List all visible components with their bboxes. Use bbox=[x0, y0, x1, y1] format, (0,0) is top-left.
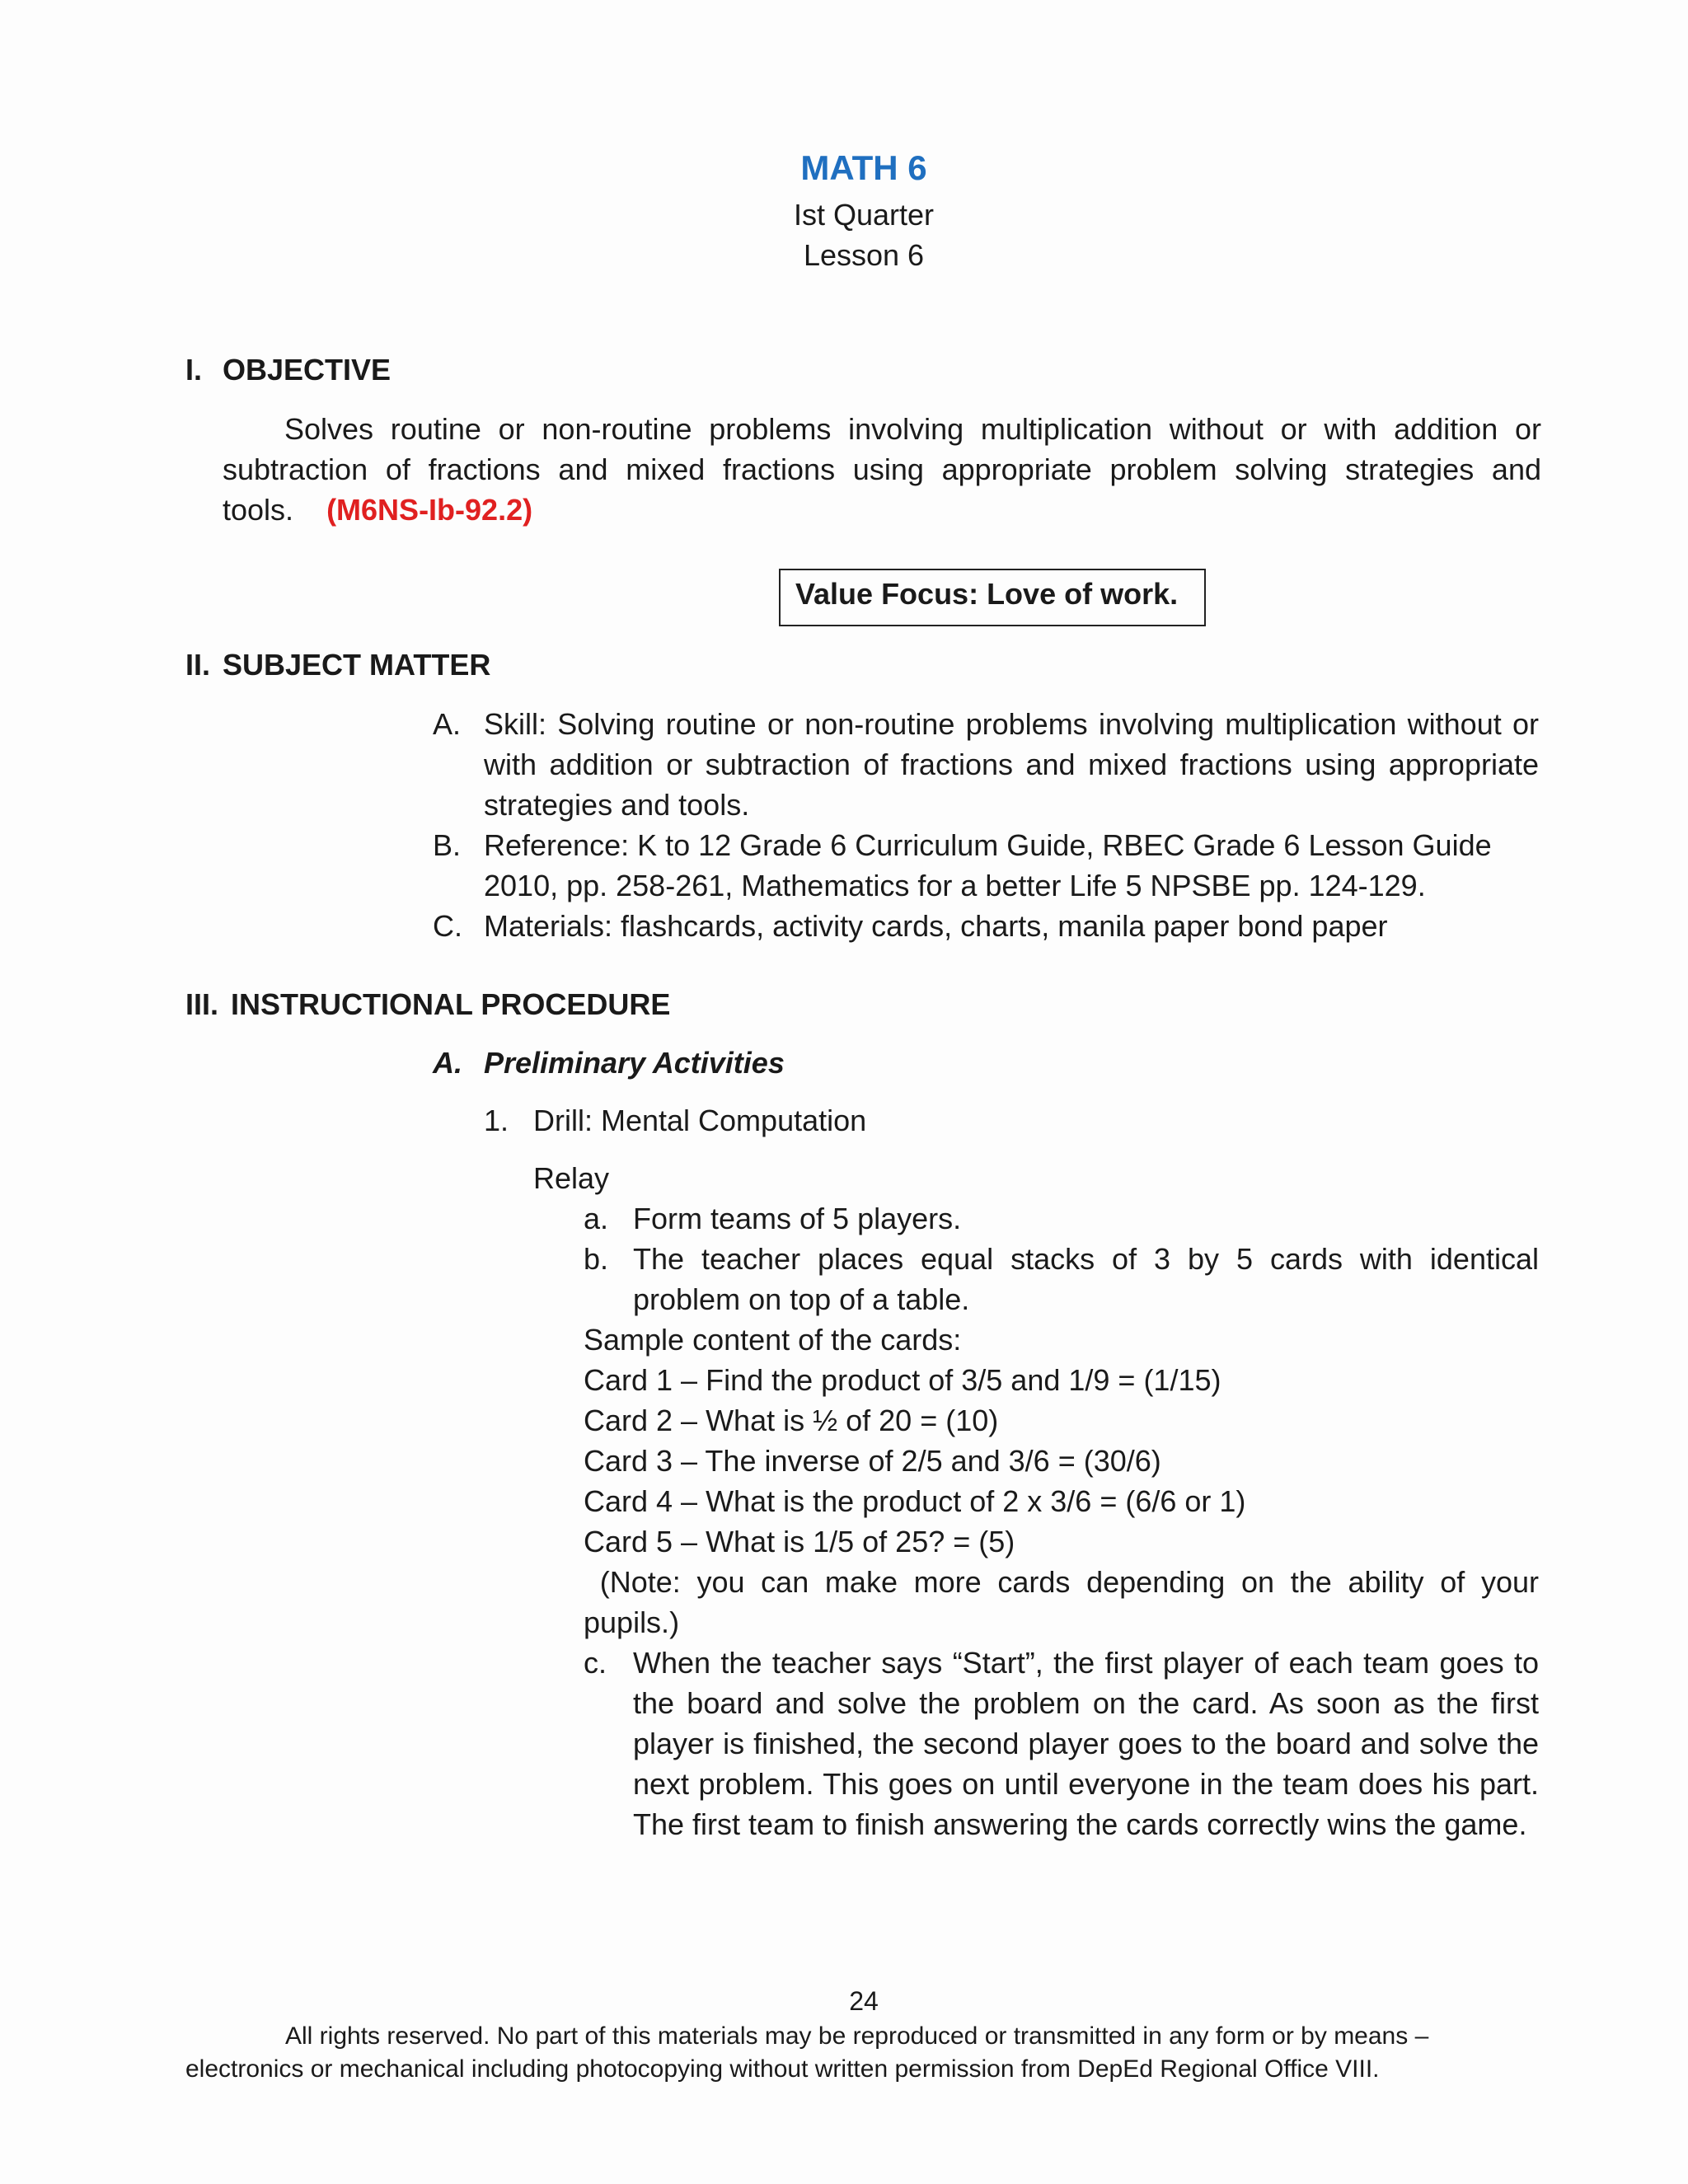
step-a-label: a. bbox=[584, 1202, 609, 1235]
quarter-label: Ist Quarter bbox=[793, 198, 935, 232]
step-b-label: b. bbox=[584, 1242, 609, 1276]
step-c-text: When the teacher says “Start”, the first player of each team goes to the board and solve the problem on the card. As soon as the first player is finished, the second player goes to the board and solve the next problem. This goes on until everyone in the team does his part. The first team to finish answering the cards correctly wins the game. bbox=[633, 1646, 1539, 1841]
objective-heading: OBJECTIVE bbox=[223, 353, 392, 387]
card-1: Card 1 – Find the product of 3/5 and 1/9 = (1/15) bbox=[584, 1363, 1221, 1397]
skill-label: A. bbox=[433, 707, 462, 741]
procedure-number: III. bbox=[185, 987, 219, 1021]
value-focus-text: Value Focus: Love of work. bbox=[795, 577, 1179, 611]
value-focus-box bbox=[779, 569, 1206, 626]
sample-intro: Sample content of the cards: bbox=[584, 1323, 962, 1357]
objective-number: I. bbox=[185, 353, 203, 387]
preliminary-label: A. bbox=[433, 1046, 462, 1080]
skill-text: Skill: Solving routine or non-routine problems involving multiplication without or with addition or subtraction of fractions and mixed fractions using appropriate strategies and tools. bbox=[484, 707, 1539, 822]
procedure-heading: INSTRUCTIONAL PROCEDURE bbox=[231, 987, 671, 1021]
competency-code: (M6NS-Ib-92.2) bbox=[326, 493, 533, 527]
step-a-text: Form teams of 5 players. bbox=[633, 1202, 962, 1235]
card-5: Card 5 – What is 1/5 of 25? = (5) bbox=[584, 1525, 1015, 1558]
lesson-label: Lesson 6 bbox=[803, 238, 925, 272]
materials-text: Materials: flashcards, activity cards, charts, manila paper bond paper bbox=[484, 909, 1388, 943]
drill-number: 1. bbox=[484, 1104, 509, 1137]
subject-matter-number: II. bbox=[185, 648, 211, 682]
drill-text: Drill: Mental Computation bbox=[533, 1104, 867, 1137]
card-3: Card 3 – The inverse of 2/5 and 3/6 = (30/6) bbox=[584, 1444, 1161, 1478]
objective-text bbox=[223, 409, 1541, 530]
note-text: (Note: you can make more cards depending on the ability of your pupils.) bbox=[584, 1565, 1547, 1639]
step-c-label: c. bbox=[584, 1646, 607, 1680]
footer-line-2: electronics or mechanical including photocopying without written permission from DepEd Regional Office VIII. bbox=[185, 2055, 1380, 2083]
relay-label: Relay bbox=[533, 1161, 610, 1195]
footer-line-1: All rights reserved. No part of this materials may be reproduced or transmitted in any form or by means – bbox=[285, 2022, 1429, 2050]
reference-text: Reference: K to 12 Grade 6 Curriculum Guide, RBEC Grade 6 Lesson Guide 2010, pp. 258-261, Mathematics for a better Life 5 NPSBE pp. 124-129. bbox=[484, 828, 1492, 902]
reference-label: B. bbox=[433, 828, 462, 862]
step-b-text: The teacher places equal stacks of 3 by 5 cards with identical problem on top of a table. bbox=[633, 1242, 1539, 1316]
document-title: MATH 6 bbox=[800, 148, 927, 187]
preliminary-heading: Preliminary Activities bbox=[484, 1046, 785, 1080]
card-4: Card 4 – What is the product of 2 x 3/6 = (6/6 or 1) bbox=[584, 1484, 1246, 1518]
objective-body: Solves routine or non-routine problems involving multiplication without or with addition or subtraction of fractions and mixed fractions using appropriate problem solving strategies and tools. bbox=[223, 412, 1541, 527]
page-number: 24 bbox=[849, 1986, 879, 2016]
materials-label: C. bbox=[433, 909, 462, 943]
subject-matter-heading: SUBJECT MATTER bbox=[223, 648, 491, 682]
card-2: Card 2 – What is ½ of 20 = (10) bbox=[584, 1404, 999, 1437]
